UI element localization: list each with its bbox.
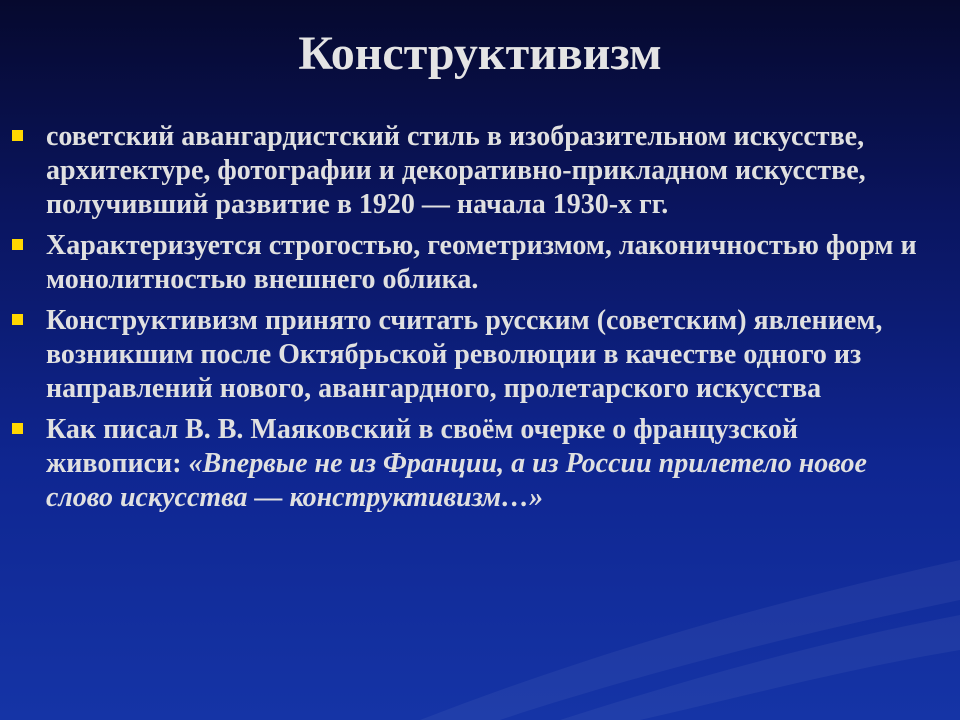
bullet-square-icon <box>12 423 23 434</box>
bullet-list <box>12 120 932 522</box>
bullet-item <box>12 229 932 297</box>
slide-title: Конструктивизм <box>298 27 662 80</box>
bullet-text: советский авангардистский стиль в изобразительном искусстве, архитектуре, фотографии и декоративно-прикладном искусстве, получивший развитие в 1920 — начала 1930-х гг. <box>46 121 866 220</box>
bullet-text: Характеризуется строгостью, геометризмом, лаконичностью форм и монолитностью внешнего облика. <box>46 230 917 295</box>
bullet-text: Как писал В. В. Маяковский в своём очерке о французской живописи: <box>46 414 799 479</box>
bullet-square-icon <box>12 130 23 141</box>
bullet-square-icon <box>12 239 23 250</box>
bullet-item <box>12 120 932 222</box>
bullet-item <box>12 304 932 406</box>
bullet-item <box>12 413 932 515</box>
mayakovsky-quote: «Впервые не из Франции, а из России прилетело новое слово искусства — конструктивизм…» <box>46 448 867 513</box>
bullet-text: Конструктивизм принято считать русским (советским) явлением, возникшим после Октябрьской революции в качестве одного из направлений нового, авангардного, пролетарского искусства <box>46 305 883 404</box>
bullet-square-icon <box>12 314 23 325</box>
